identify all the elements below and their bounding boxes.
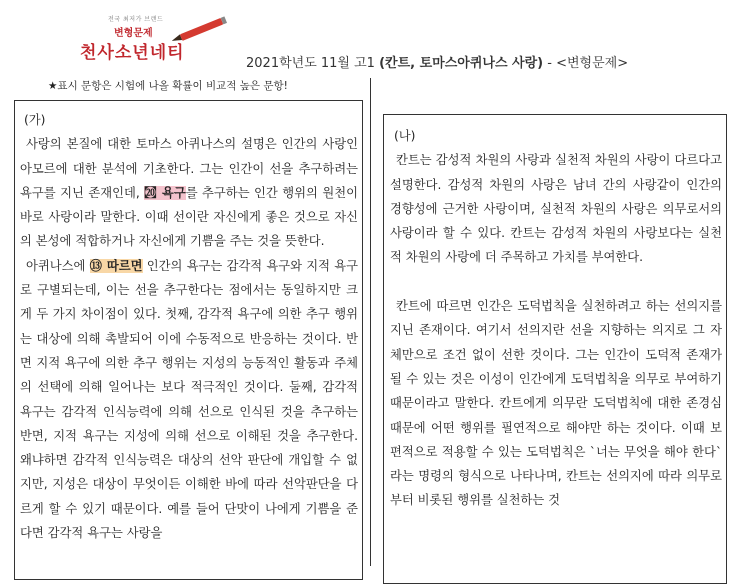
passage-label-ga: (가) — [24, 113, 46, 127]
paragraph-text: 아퀴나스에 — [26, 258, 90, 273]
brand-logo — [78, 14, 238, 76]
passage-na — [390, 124, 722, 513]
star-icon: ★ — [48, 80, 58, 92]
notice-line — [48, 78, 288, 93]
passage-na-paragraph-1: 칸트는 감성적 차원의 사랑과 실천적 차원의 사랑이 다르다고 설명한다. 감성적 차원의 사랑은 남녀 간의 사랑같이 인간의 경향성에 근거한 사랑이며, 실천적 차원의 사랑은 의무로서의 사랑이라 할 수 있다. 칸트는 감성적 차원의 사랑보다는 실천적 차원의 사랑에 더 주목하고 가치를 부여한다. — [390, 153, 722, 265]
title-suffix: - <변형문제> — [543, 56, 629, 71]
passage-na-paragraph-2: 칸트에 따르면 인간은 도덕법칙을 실천하려고 하는 선의지를 지닌 존재이다. 여기서 선의지란 선을 지향하는 의지로 그 자체만으로 조건 없이 선한 것이다. 그는 인간이 도덕적 존재가 될 수 있는 것은 이성이 인간에게 도덕법칙을 의무로 부여하기 때문이라고 말한다. 칸트에게 의무란 도덕법칙에 대한 존경심 때문에 어떤 행위를 필연적으로 해야만 하는 것이다. 이때 보편적으로 적용할 수 있는 도덕법칙은 `너는 무엇을 해야 한다`라는 명령의 형식으로 나타나며, 칸트는 선의지에 따라 의무로부터 비롯된 행위를 실천하는 것 — [390, 299, 722, 508]
title-prefix: 2021학년도 11월 고1 — [246, 56, 380, 71]
notice-text: 표시 문항은 시험에 나올 확률이 비교적 높은 문항! — [57, 80, 288, 92]
logo-line1: 변형문제 — [114, 28, 153, 39]
highlight-mark-1: ㉉ 욕구 — [144, 185, 186, 200]
logo-tagline: 전국 최저가 브랜드 — [108, 16, 164, 23]
title-topic: (칸트, 토마스아퀴나스 사랑) — [379, 56, 544, 71]
paragraph-text: 인간의 욕구는 감각적 욕구와 지적 욕구로 구별되는데, 이는 선을 추구한다는 점에서는 동일하지만 크게 두 가지 차이점이 있다. 첫째, 감각적 욕구에 의한 추구 행위는 대상에 의해 촉발되어 이에 수동적으로 반응하는 것이다. 반면 지적 욕구에 의한 추구 행위는 지성의 능동적인 활동과 주체의 선택에 의해 일어나는 보다 적극적인 것이다. 둘째, 감각적 욕구는 감각적 인식능력에 의해 선으로 인식된 것을 추구하는 반면, 지적 욕구는 지성에 의해 선으로 이해된 것을 추구한다. 왜냐하면 감각적 인식능력은 대상의 선악 판단에 개입할 수 없지만, 지성은 대상이 무엇이든 이해한 바에 따라 선악판단을 다르게 할 수 있기 때문이다. 예를 들어 단맛이 나에게 기쁨을 준다면 감각적 욕구는 사랑을 — [20, 258, 358, 541]
passage-ga-paragraph-2 — [20, 254, 358, 546]
paragraph-text: 를 추구하는 인간 행위의 원천이 바로 사랑이라 말한다. 이때 선이란 자신에게 좋은 것으로 자신의 본성에 적합하거나 자신에게 기쁨을 주는 것을 뜻한다. — [20, 185, 359, 249]
document-header — [0, 0, 743, 80]
passage-ga — [20, 108, 358, 545]
pencil-icon — [169, 14, 228, 49]
highlight-mark-2: ⑬ 따르면 — [89, 258, 143, 273]
logo-line2: 천사소년네티 — [80, 43, 185, 63]
passage-ga-paragraph-1 — [20, 132, 358, 253]
column-divider — [370, 78, 371, 566]
paragraph-text: 사랑의 본질에 대한 토마스 아퀴나스의 설명은 인간의 사랑인 아모르에 대한 분석에 기초한다. 그는 인간이 선을 추구하려는 욕구를 지닌 존재인데, — [20, 137, 358, 200]
passage-label-na: (나) — [394, 129, 416, 143]
document-title — [246, 52, 628, 71]
